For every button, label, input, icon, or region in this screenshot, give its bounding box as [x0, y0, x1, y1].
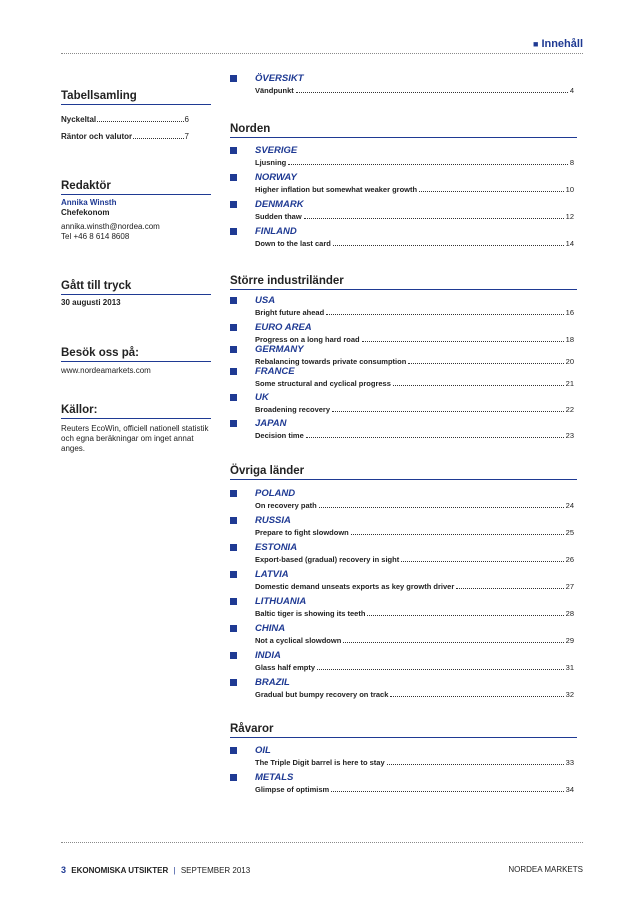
bullet-square-icon: [230, 174, 237, 181]
bullet-square-icon: [230, 297, 237, 304]
bullet-square-icon: [230, 598, 237, 605]
table-link-rantor[interactable]: Räntor och valutor 7: [61, 132, 189, 141]
editor-info: [61, 198, 211, 242]
header-divider: [61, 53, 583, 54]
bullet-square-icon: [230, 394, 237, 401]
editor-role: Chefekonom: [61, 208, 110, 217]
sources-text: Reuters EcoWin, officiell nationell statistik och egna beräkningar om inget annat anges.: [61, 424, 209, 453]
bullet-square-icon: [230, 201, 237, 208]
toc-country: ÖVERSIKT: [255, 73, 304, 84]
footer-publication: EKONOMISKA UTSIKTER: [71, 866, 169, 875]
bullet-square-icon: [230, 228, 237, 235]
bullet-square-icon: [230, 346, 237, 353]
toc-title: Vändpunkt: [255, 86, 294, 95]
bullet-square-icon: [230, 774, 237, 781]
sources-heading: Källor:: [61, 404, 211, 419]
bullet-square-icon: [230, 679, 237, 686]
print-heading: Gått till tryck: [61, 280, 211, 295]
print-date: 30 augusti 2013: [61, 298, 121, 307]
editor-phone: Tel +46 8 614 8608: [61, 232, 130, 241]
tables-list: [61, 115, 211, 142]
editor-name: Annika Winsth: [61, 198, 117, 207]
bullet-square-icon: [230, 368, 237, 375]
bullet-square-icon: [230, 517, 237, 524]
bullet-square-icon: ■: [532, 39, 539, 49]
bullet-square-icon: [230, 147, 237, 154]
editor-email[interactable]: annika.winsth@nordea.com: [61, 222, 160, 231]
bullet-square-icon: [230, 625, 237, 632]
header-title: Innehåll: [541, 38, 583, 50]
bullet-square-icon: [230, 544, 237, 551]
bullet-square-icon: [230, 420, 237, 427]
tables-heading: Tabellsamling: [61, 90, 211, 105]
bullet-square-icon: [230, 652, 237, 659]
bullet-square-icon: [230, 490, 237, 497]
footer-page-number: 3: [61, 865, 67, 875]
footer-brand: NORDEA MARKETS: [508, 865, 583, 874]
editor-heading: Redaktör: [61, 180, 211, 195]
bullet-square-icon: [230, 747, 237, 754]
footer-date: SEPTEMBER 2013: [180, 866, 251, 875]
section-heading-ravaror: Råvaror: [230, 723, 577, 738]
header: [533, 38, 583, 50]
bullet-square-icon: [230, 75, 237, 82]
visit-heading: Besök oss på:: [61, 347, 211, 362]
section-heading-industrilander: Större industriländer: [230, 275, 577, 290]
bullet-square-icon: [230, 571, 237, 578]
footer-separator: |: [173, 866, 176, 875]
section-heading-ovriga-lander: Övriga länder: [230, 465, 577, 480]
section-heading-norden: Norden: [230, 123, 577, 138]
toc-page: 4: [569, 86, 574, 95]
visit-url[interactable]: www.nordeamarkets.com: [61, 366, 151, 375]
footer: [61, 865, 583, 875]
table-link-nyckeltal[interactable]: Nyckeltal 6: [61, 115, 189, 124]
bullet-square-icon: [230, 324, 237, 331]
footer-divider: [61, 842, 583, 843]
